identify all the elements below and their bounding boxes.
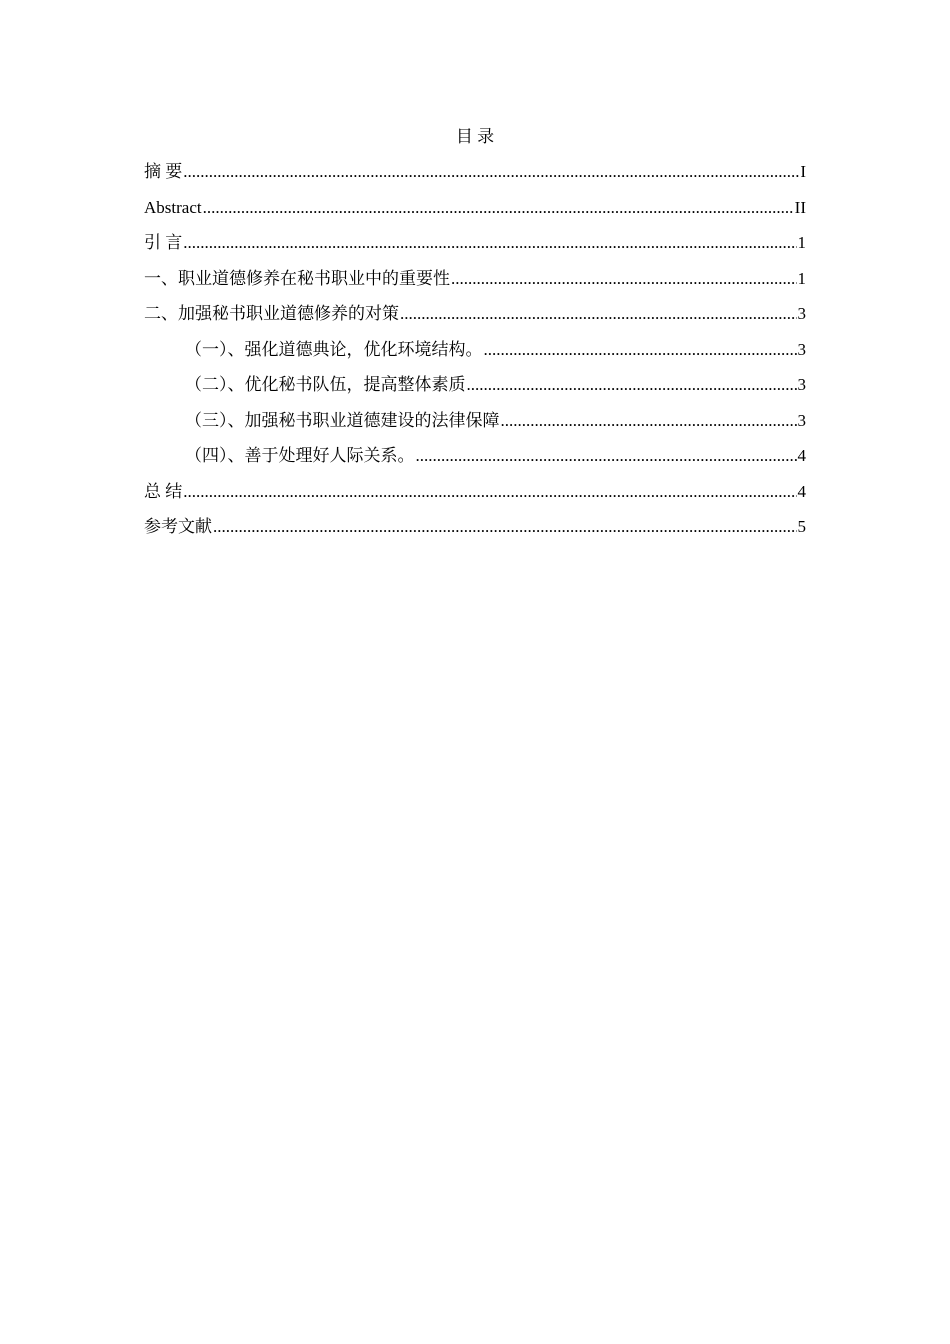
toc-entry-label: （四）、善于处理好人际关系。 [185, 446, 415, 465]
toc-entry-section-2-1[interactable] [144, 337, 806, 373]
toc-entry-chapter-1[interactable] [144, 266, 806, 302]
toc-entry-page: 4 [797, 481, 806, 501]
toc-dot-leader [484, 337, 797, 363]
toc-entry-section-2-4[interactable] [144, 443, 806, 479]
toc-entry-page: 1 [797, 233, 806, 252]
toc-entry-introduction[interactable] [144, 230, 806, 266]
toc-entry-page: II [794, 197, 806, 217]
toc-entry-page: 3 [797, 410, 806, 430]
toc-entry-abstract-cn[interactable] [144, 159, 806, 195]
toc-entry-label: （二）、优化秘书队伍，提高整体素质 [185, 375, 466, 394]
toc-entry-page: 3 [797, 375, 806, 394]
toc-dot-leader [183, 479, 796, 505]
toc-entry-label: 二、加强秘书职业道德修养的对策 [144, 304, 399, 323]
toc-entry-label: 参考文献 [144, 517, 212, 536]
toc-entry-chapter-2[interactable] [144, 301, 806, 337]
toc-entry-page: 5 [797, 517, 806, 536]
toc-entry-page: 3 [797, 339, 806, 359]
table-of-contents [144, 159, 806, 550]
toc-title: 目 录 [455, 127, 495, 146]
toc-dot-leader [203, 195, 794, 221]
toc-entry-label: （一）、强化道德典论，优化环境结构。 [185, 339, 483, 359]
toc-entry-page: I [800, 162, 806, 181]
toc-dot-leader [467, 372, 797, 398]
toc-dot-leader [183, 159, 799, 185]
toc-entry-label: 总 结 [144, 481, 183, 501]
toc-dot-leader [213, 514, 797, 540]
toc-dot-leader [183, 230, 796, 256]
toc-entry-page: 4 [797, 446, 806, 465]
toc-dot-leader [400, 301, 797, 327]
toc-entry-section-2-2[interactable] [144, 372, 806, 408]
toc-entry-label: 摘 要 [144, 162, 183, 181]
toc-entry-references[interactable] [144, 514, 806, 550]
toc-entry-abstract-en[interactable] [144, 195, 806, 231]
toc-entry-label: 引 言 [144, 233, 183, 252]
toc-entry-page: 1 [797, 268, 806, 288]
toc-entry-conclusion[interactable] [144, 479, 806, 515]
toc-entry-label: （三）、加强秘书职业道德建设的法律保障 [185, 410, 500, 430]
toc-dot-leader [416, 443, 797, 469]
toc-dot-leader [451, 266, 797, 292]
toc-entry-page: 3 [797, 304, 806, 323]
toc-entry-section-2-3[interactable] [144, 408, 806, 444]
toc-dot-leader [501, 408, 797, 434]
toc-entry-label: 一、职业道德修养在秘书职业中的重要性 [144, 268, 450, 288]
toc-entry-label: Abstract [144, 197, 202, 217]
